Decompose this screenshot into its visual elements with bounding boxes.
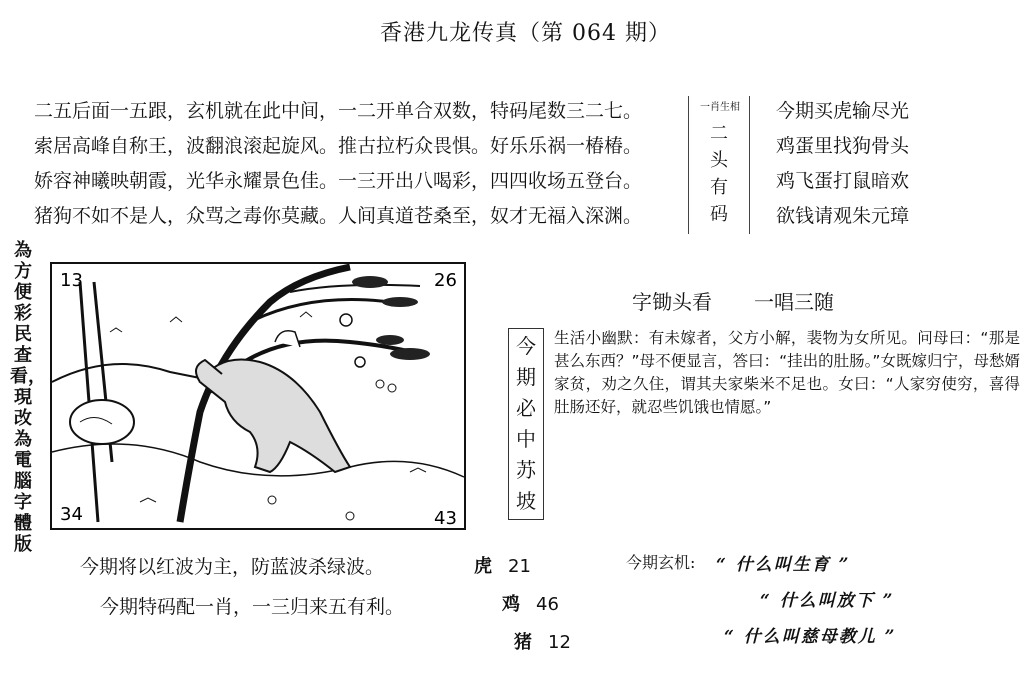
corner-number: 34 bbox=[60, 504, 83, 525]
right-verse: 欲钱请观朱元璋 bbox=[776, 205, 910, 227]
xuanji-phrase: “ 什么叫慈母教儿 ” bbox=[724, 627, 897, 647]
right-verse: 今期买虎输尽光 bbox=[776, 100, 910, 122]
zodiac-pick bbox=[502, 590, 559, 616]
vertical-char: 期 bbox=[516, 365, 536, 389]
humor-story: 生活小幽默：有未嫁者，父方小解，裴物为女所见。问母曰：“那是甚么东西？”母不便显言，答曰：“挂出的肚肠。”女既嫁归宁，母愁婿家贫，劝之久住，谓其夫家柴米不足也。女曰：“人家穷使穷，喜得肚肠还好，就忍些饥饿也情愿。” bbox=[554, 329, 1020, 416]
zodiac-number: 21 bbox=[508, 556, 531, 577]
side-notice: 為方便彩民查看，現改為電腦字體版 bbox=[10, 240, 46, 555]
vertical-char: 苏 bbox=[516, 458, 536, 482]
must-win-vertical bbox=[508, 328, 544, 520]
poem-line: 索居高峰自称王，波翻浪滚起旋风。推古拉朽众畏惧。好乐乐祸一椿椿。 bbox=[34, 135, 643, 157]
zodiac-animal: 猪 bbox=[514, 632, 532, 653]
vertical-char: 必 bbox=[516, 396, 536, 420]
corner-number: 43 bbox=[434, 508, 457, 529]
puzzle-label: 字锄头看 bbox=[632, 290, 712, 314]
xuanji-phrase: “ 什么叫放下 ” bbox=[760, 591, 895, 611]
vertical-char: 中 bbox=[516, 427, 536, 451]
vertical-char: 今 bbox=[516, 334, 536, 358]
zodiac-pick bbox=[514, 628, 571, 654]
zodiac-animal: 虎 bbox=[474, 556, 492, 577]
wave-hint: 今期将以红波为主，防蓝波杀绿波。 bbox=[80, 556, 385, 578]
zodiac-pick bbox=[474, 552, 531, 578]
code-hint: 今期特码配一肖，一三归来五有利。 bbox=[100, 596, 405, 618]
vertical-char: 坡 bbox=[516, 489, 536, 513]
zodiac-hint-char: 二 bbox=[710, 123, 728, 144]
bear-tree-drawing bbox=[50, 262, 466, 530]
corner-number: 13 bbox=[60, 270, 83, 291]
corner-number: 26 bbox=[434, 270, 457, 291]
zodiac-number: 46 bbox=[536, 594, 559, 615]
illustration bbox=[50, 262, 466, 530]
zodiac-hint-char: 码 bbox=[710, 204, 728, 225]
right-verse: 鸡飞蛋打鼠暗欢 bbox=[776, 170, 910, 192]
puzzle-label: 一唱三随 bbox=[754, 290, 834, 314]
zodiac-hint-box bbox=[688, 96, 750, 234]
right-verse: 鸡蛋里找狗骨头 bbox=[776, 135, 910, 157]
poem-line: 猪狗不如不是人，众骂之毒你莫藏。人间真道苍桑至，奴才无福入深渊。 bbox=[34, 205, 643, 227]
zodiac-hint-label: 一肖生相 bbox=[700, 102, 740, 113]
zodiac-number: 12 bbox=[548, 632, 571, 653]
zodiac-hint-char: 有 bbox=[710, 177, 728, 198]
page-title: 香港九龙传真（第 064 期） bbox=[380, 21, 671, 46]
puzzle-heading bbox=[632, 286, 876, 315]
zodiac-animal: 鸡 bbox=[502, 594, 520, 615]
poem-line: 娇容神曦映朝霞，光华永耀景色佳。一三开出八喝彩，四四收场五登台。 bbox=[34, 170, 643, 192]
xuanji-phrase: “ 什么叫生育 ” bbox=[716, 555, 851, 575]
zodiac-hint-char: 头 bbox=[710, 150, 728, 171]
xuanji-label: 今期玄机: bbox=[626, 553, 696, 572]
poem-line: 二五后面一五跟，玄机就在此中间，一二开单合双数，特码尾数三二七。 bbox=[34, 100, 643, 122]
